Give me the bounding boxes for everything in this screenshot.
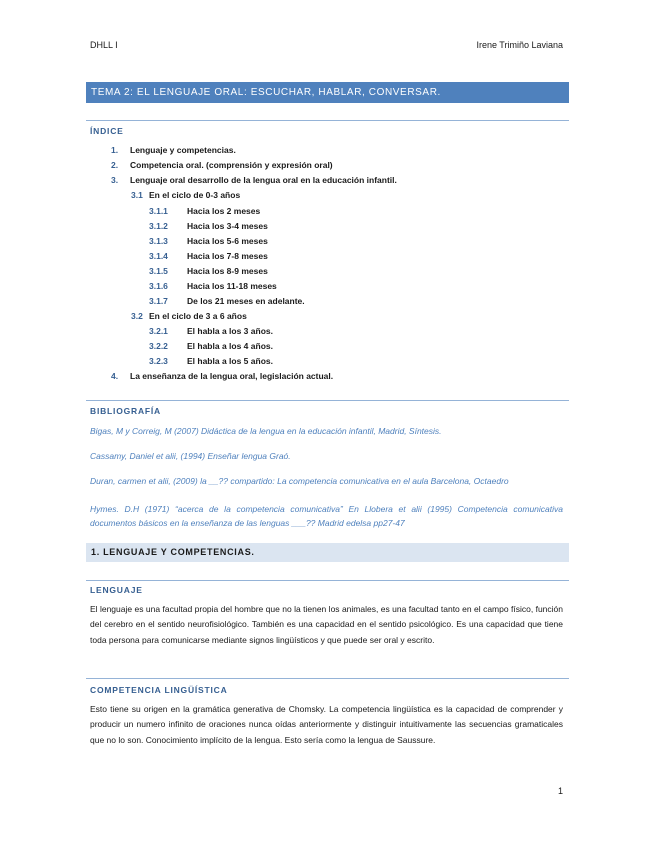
toc-text: Competencia oral. (comprensión y expresión oral) (130, 160, 333, 170)
toc-text: El habla a los 4 años. (187, 341, 273, 351)
toc-item[interactable] (131, 311, 247, 321)
toc-number: 4. (111, 371, 119, 381)
toc-text: La enseñanza de la lengua oral, legislación actual. (130, 371, 334, 381)
toc-item[interactable] (111, 145, 236, 155)
toc-number: 3.1.1 (149, 206, 168, 216)
toc-number: 3. (111, 175, 119, 185)
toc-item[interactable] (149, 341, 273, 351)
toc-item[interactable] (149, 356, 273, 366)
section-heading: 1. LENGUAJE Y COMPETENCIAS. (86, 543, 569, 562)
toc-number: 3.2.2 (149, 341, 168, 351)
document-title: TEMA 2: EL LENGUAJE ORAL: ESCUCHAR, HABLAR, CONVERSAR. (86, 82, 569, 103)
toc-text: El habla a los 5 años. (187, 356, 273, 366)
index-heading: ÍNDICE (90, 126, 124, 136)
toc-number: 3.1 (131, 190, 143, 200)
toc-number: 3.2.1 (149, 326, 168, 336)
toc-text: De los 21 meses en adelante. (187, 296, 305, 306)
toc-item[interactable] (149, 296, 305, 306)
toc-number: 3.1.3 (149, 236, 168, 246)
toc-item[interactable] (149, 206, 260, 216)
toc-item[interactable] (149, 236, 268, 246)
toc-number: 3.2.3 (149, 356, 168, 366)
toc-number: 1. (111, 145, 119, 155)
toc-text: En el ciclo de 0-3 años (149, 190, 241, 200)
toc-number: 3.2 (131, 311, 143, 321)
bibliography-entry: Duran, carmen et alii, (2009) la __?? compartido: La competencia comunicativa en el aula Barcelona, Octaedro (90, 476, 509, 486)
toc-text: Hacia los 3-4 meses (187, 221, 268, 231)
toc-item[interactable] (149, 221, 268, 231)
toc-number: 3.1.7 (149, 296, 168, 306)
toc-item[interactable] (111, 160, 333, 170)
bibliography-entry: Cassamy, Daniel et alii, (1994) Enseñar lengua Graó. (90, 451, 291, 461)
competencia-heading: COMPETENCIA LINGÜÍSTICA (90, 685, 228, 695)
toc-item[interactable] (149, 281, 277, 291)
bibliography-heading: BIBLIOGRAFÍA (90, 406, 161, 416)
bibliography-entry: Hymes. D.H (1971) “acerca de la competencia comunicativa” En Llobera et alii (1995) Competencia comunicativa documentos básicos en la enseñanza de las lenguas ___?? Madrid edelsa pp27-47 (90, 504, 563, 528)
toc-text: Hacia los 8-9 meses (187, 266, 268, 276)
toc-number: 3.1.6 (149, 281, 168, 291)
competencia-rule (86, 678, 569, 679)
lenguaje-paragraph: El lenguaje es una facultad propia del hombre que no la tienen los animales, es una facultad tanto en el campo físico, función del cerebro en el sentido neurofisiológico. También es una capacidad en el sentido psicológico. Es una capacidad que tiene toda persona para comunicarse mediante signos lingüísticos y que puede ser oral y escrito. (90, 604, 563, 645)
toc-item[interactable] (131, 190, 240, 200)
index-rule (86, 120, 569, 121)
toc-text: Lenguaje y competencias. (130, 145, 236, 155)
toc-text: El habla a los 3 años. (187, 326, 273, 336)
competencia-paragraph: Esto tiene su origen en la gramática generativa de Chomsky. La competencia lingüística es la capacidad de comprender y producir un numero infinito de oraciones nunca oídas anteriormente y distinguir intuitivamente las secuencias gramaticales que no lo son. Conocimiento implícito de la lengua. Esto sería como la lengua de Saussure. (90, 704, 563, 745)
toc-item[interactable] (111, 175, 397, 185)
toc-item[interactable] (149, 251, 268, 261)
toc-number: 2. (111, 160, 119, 170)
toc-item[interactable] (149, 326, 273, 336)
toc-text: Hacia los 11-18 meses (187, 281, 277, 291)
page-number: 1 (557, 786, 563, 796)
toc-text: Lenguaje oral desarrollo de la lengua oral en la educación infantil. (130, 175, 397, 185)
toc-item[interactable] (111, 371, 333, 381)
toc-text: Hacia los 2 meses (187, 206, 261, 216)
header-course: DHLL I (90, 40, 118, 50)
toc-number: 3.1.4 (149, 251, 168, 261)
toc-item[interactable] (149, 266, 268, 276)
toc-text: Hacia los 7-8 meses (187, 251, 268, 261)
header-author: Irene Trimiño Laviana (476, 40, 563, 50)
toc-text: En el ciclo de 3 a 6 años (149, 311, 247, 321)
toc-number: 3.1.5 (149, 266, 168, 276)
toc-text: Hacia los 5-6 meses (187, 236, 268, 246)
bibliography-rule (86, 400, 569, 401)
lenguaje-heading: LENGUAJE (90, 585, 143, 595)
bibliography-entry: Bigas, M y Correig, M (2007) Didáctica de la lengua en la educación infantil, Madrid, Síntesis. (90, 426, 442, 436)
toc-number: 3.1.2 (149, 221, 168, 231)
lenguaje-rule (86, 580, 569, 581)
